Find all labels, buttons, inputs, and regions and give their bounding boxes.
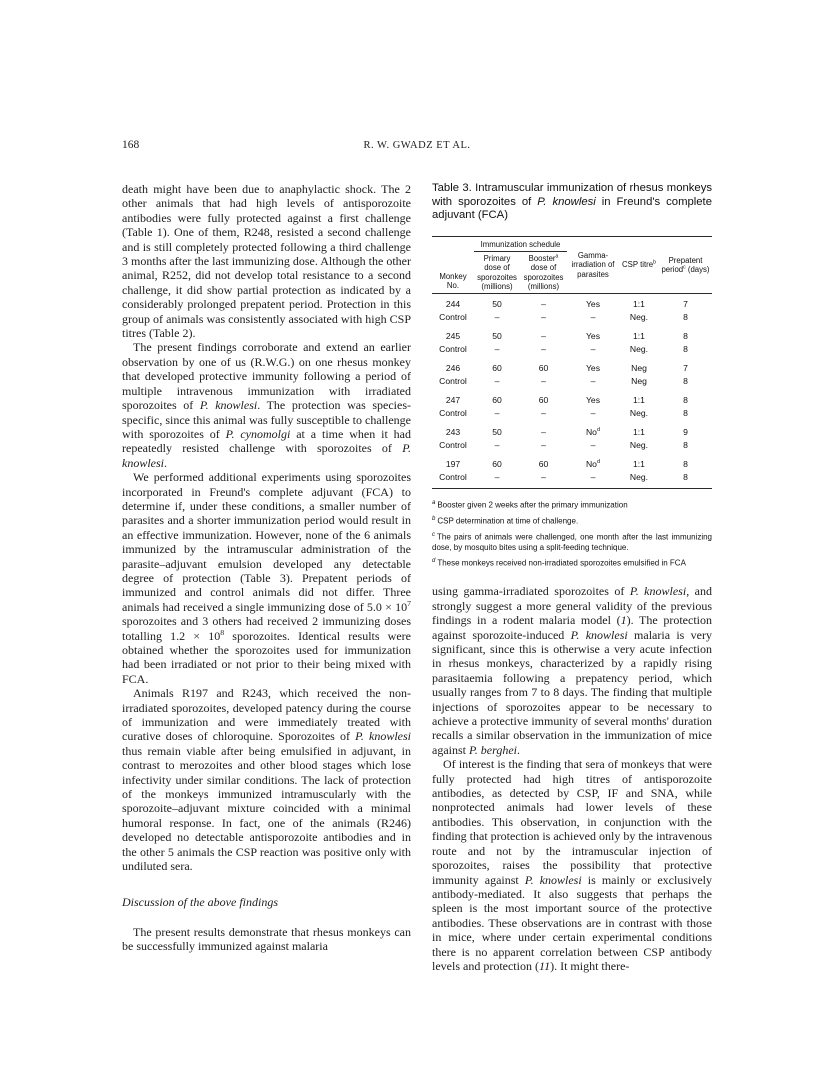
table-head [432, 236, 712, 293]
cell-prepatent: 8 [683, 395, 688, 406]
cell-primary: – [494, 311, 500, 322]
cell-csp: Neg. [629, 407, 649, 418]
paragraph: using gamma-irradiated sporozoites of P. knowlesi, and strongly suggest a more general validity of the previous findings in a rodent malaria model (1). The protection against sporozoite-induced P. knowlesi malaria is very significant, since this is otherwise a very acute infection in rhesus monkeys, characterized by a rapidly rising parasitaemia following a prepatency period, which usually ranges from 7 to 8 days. The finding that multiple injections of sporozoites appear to be necessary to achieve a protective immunity of several months' duration recalls a similar observation in the immunization of mice against P. berghei. [432, 584, 713, 757]
col-header-booster-dose: Booster$^a$ dose of sporozoites (millions) [523, 253, 564, 291]
cell-csp: 1:1 [633, 331, 645, 342]
cell-gamma: No$^d$ [585, 459, 601, 470]
col-group-immunization-schedule: Immunization schedule [474, 236, 567, 251]
cell-prepatent: 9 [683, 427, 688, 438]
table-row [432, 471, 712, 489]
footnote-text: These monkeys received non-irradiated sporozoites emulsified in FCA [437, 559, 686, 569]
col-header-prepatent: Prepatent period$^c$ (days) [661, 255, 710, 275]
left-column [122, 182, 411, 973]
cell-primary: – [494, 471, 500, 482]
page-header [122, 139, 712, 154]
table-row [432, 439, 712, 452]
cell-primary: – [494, 375, 500, 386]
immunization-table [432, 236, 712, 489]
table-row [432, 407, 712, 420]
footnote-text: Booster given 2 weeks after the primary immunization [437, 500, 628, 510]
paragraph: We performed additional experiments using sporozoites incorporated in Freund's complete adjuvant (FCA) to determine if, under these conditions, a smaller number of parasites and a shorter immunization period would result in an effective immunization. However, none of the 6 animals immunized by the intramuscular administration of the parasite–adjuvant emulsion developed any detectable degree of protection (Table 3). Prepatent periods of immunized and control animals did not differ. Three animals had received a single immunizing dose of $5.0 \times 10^7$ sporozoites and 3 others had received 2 immunizing doses totalling $1.2 \times 10^8$ sporozoites. Identical results were obtained whether the sporozoites used for immunization had been irradiated or not prior to their being mixed with FCA. [122, 470, 412, 686]
col-header-monkey: Monkey No. [439, 271, 467, 290]
table-row [432, 311, 712, 324]
paragraph: death might have been due to anaphylactic shock. The 2 other animals that had high levels of antisporozoite antibodies were fully protected against a first challenge (Table 1). One of them, R248, resisted a second challenge and is still completely protected following a third challenge 3 months after the last immunizing dose. Although the other animal, R252, did not develop total resistance to a second challenge, it did show partial protection as indicated by a considerably prolonged prepatent period. Protection in this group of animals was consistently associated with high CSP titres (Table 2). [122, 182, 411, 341]
cell-prepatent: 8 [683, 375, 688, 386]
table-header-row [432, 236, 712, 251]
cell-booster: – [541, 331, 546, 342]
table-row [432, 419, 712, 439]
cell-csp: 1:1 [633, 459, 645, 470]
right-column-body [432, 584, 712, 973]
cell-gamma: Yes [585, 363, 601, 374]
footnote-d [432, 556, 712, 569]
cell-csp: Neg [631, 363, 647, 374]
table-row [432, 294, 712, 311]
cell-csp: 1:1 [633, 299, 645, 310]
col-header-gamma: Gamma-irradiation of parasites [571, 251, 615, 279]
cell-prepatent: 8 [683, 407, 688, 418]
cell-monkey: 247 [445, 395, 461, 406]
cell-monkey: 243 [445, 427, 461, 438]
cell-prepatent: 7 [683, 363, 688, 374]
cell-booster: 60 [538, 459, 549, 470]
table-row [432, 387, 712, 407]
cell-monkey: Control [439, 311, 467, 322]
footnote-marker: a [432, 500, 436, 507]
table-footnotes [432, 498, 712, 569]
footnote-b [432, 514, 712, 527]
cell-gamma: Yes [585, 299, 601, 310]
footnote-text: The pairs of animals were challenged, one month after the last immunizing dose, by mosquito bites using a split-feeding technique. [432, 532, 712, 553]
paragraph: The present findings corroborate and extend an earlier observation by one of us (R.W.G.) on one rhesus monkey that developed protective immunity following a period of multiple intravenous immunization with irradiated sporozoites of P. knowlesi. The protection was species-specific, since this animal was fully susceptible to challenge with sporozoites of P. cynomolgi at a time when it had repeatedly resisted challenge with sporozoites of P. knowlesi. [122, 340, 411, 470]
cell-monkey: Control [439, 439, 467, 450]
cell-monkey: Control [439, 375, 467, 386]
col-header-primary-dose: Primary dose of sporozoites (millions) [477, 254, 517, 291]
cell-primary: 50 [492, 427, 502, 438]
footnote-marker: b [432, 516, 436, 523]
cell-csp: Neg. [629, 439, 649, 450]
cell-csp: Neg. [629, 343, 649, 354]
cell-booster: – [541, 439, 546, 450]
table-row [432, 375, 712, 388]
footnote-text: CSP determination at time of challenge. [437, 516, 579, 526]
cell-gamma: No$^d$ [585, 427, 601, 438]
cell-prepatent: 8 [683, 343, 688, 354]
cell-gamma: – [590, 439, 596, 450]
table-row [432, 355, 712, 375]
cell-csp: Neg. [629, 311, 649, 322]
cell-booster: – [541, 343, 546, 354]
table-caption: Table 3. Intramuscular immunization of rhesus monkeys with sporozoites of P. knowlesi in Freund's complete adjuvant (FCA) [432, 182, 712, 222]
cell-monkey: 244 [445, 299, 461, 310]
cell-gamma: Yes [585, 331, 601, 342]
cell-booster: – [541, 375, 546, 386]
section-heading: Discussion of the above findings [122, 894, 278, 909]
paragraph: The present results demonstrate that rhesus monkeys can be successfully immunized against malaria [122, 924, 411, 953]
col-header-csp: CSP titre$^b$ [622, 259, 656, 270]
table-body [432, 294, 712, 489]
table-row [432, 343, 712, 356]
cell-monkey: Control [439, 471, 467, 482]
cell-monkey: Control [439, 407, 467, 418]
cell-prepatent: 8 [683, 331, 688, 342]
cell-gamma: – [590, 343, 596, 354]
cell-booster: 60 [538, 363, 549, 374]
table-row [432, 451, 712, 471]
cell-gamma: – [590, 311, 596, 322]
cell-prepatent: 8 [683, 311, 688, 322]
cell-prepatent: 7 [683, 299, 688, 310]
page-number: 168 [122, 139, 140, 151]
cell-csp: Neg. [629, 471, 649, 482]
cell-prepatent: 8 [683, 459, 688, 470]
cell-csp: Neg [631, 375, 647, 386]
cell-monkey: 245 [445, 331, 461, 342]
cell-monkey: 197 [445, 459, 461, 470]
cell-gamma: – [590, 471, 596, 482]
cell-primary: 50 [492, 331, 502, 342]
cell-prepatent: 8 [683, 471, 688, 482]
cell-primary: 50 [492, 299, 502, 310]
running-head: R. W. GWADZ ET AL. [363, 140, 471, 151]
cell-primary: – [494, 343, 500, 354]
cell-gamma: Yes [585, 395, 601, 406]
table-row [432, 323, 712, 343]
footnote-c [432, 530, 712, 553]
cell-primary: 60 [492, 395, 502, 406]
cell-gamma: – [590, 375, 596, 386]
cell-booster: 60 [538, 395, 549, 406]
cell-primary: 60 [492, 459, 502, 470]
paragraph: Of interest is the finding that sera of monkeys that were fully protected had high titres of antisporozoite antibodies, as detected by CSP, IF and SNA, while nonprotected animals had lower levels of these antibodies. This observation, in conjunction with the finding that protection is achieved only by the intravenous route and not by the intramuscular injection of sporozoites, raises the possibility that protective immunity against P. knowlesi is mainly or exclusively antibody-mediated. It also suggests that perhaps the spleen is the most important source of the protective antibodies. These observations are in contrast with those in mice, where under certain experimental conditions there is no apparent correlation between CSP antibody levels and protection (11). It might there- [432, 757, 712, 973]
two-column-layout [122, 182, 712, 973]
footnote-marker: d [432, 558, 436, 565]
cell-booster: – [541, 427, 546, 438]
footnote-a [432, 498, 712, 511]
cell-gamma: – [590, 407, 596, 418]
cell-csp: 1:1 [633, 395, 645, 406]
cell-prepatent: 8 [683, 439, 688, 450]
cell-booster: – [541, 407, 546, 418]
cell-primary: – [494, 439, 500, 450]
right-column [432, 182, 712, 973]
cell-booster: – [541, 471, 546, 482]
cell-booster: – [541, 311, 546, 322]
footnote-marker: c [432, 532, 435, 539]
cell-csp: 1:1 [633, 427, 645, 438]
cell-primary: 60 [492, 363, 502, 374]
cell-monkey: Control [439, 343, 467, 354]
cell-booster: – [541, 299, 546, 310]
cell-monkey: 246 [445, 363, 461, 374]
cell-primary: – [494, 407, 500, 418]
paragraph: Animals R197 and R243, which received the non-irradiated sporozoites, developed patency during the course of immunization and were immediately treated with curative doses of chloroquine. Sporozoites of P. knowlesi thus remain viable after being emulsified in adjuvant, in contrast to merozoites and other blood stages which lose infectivity under similar conditions. The lack of protection of the monkeys immunized intramuscularly with the sporozoite–adjuvant mixture coincided with a minimal humoral response. In fact, one of the animals (R246) developed no detectable antisporozoite antibodies and in the other 5 animals the CSP reaction was positive only with undiluted sera. [122, 686, 412, 874]
